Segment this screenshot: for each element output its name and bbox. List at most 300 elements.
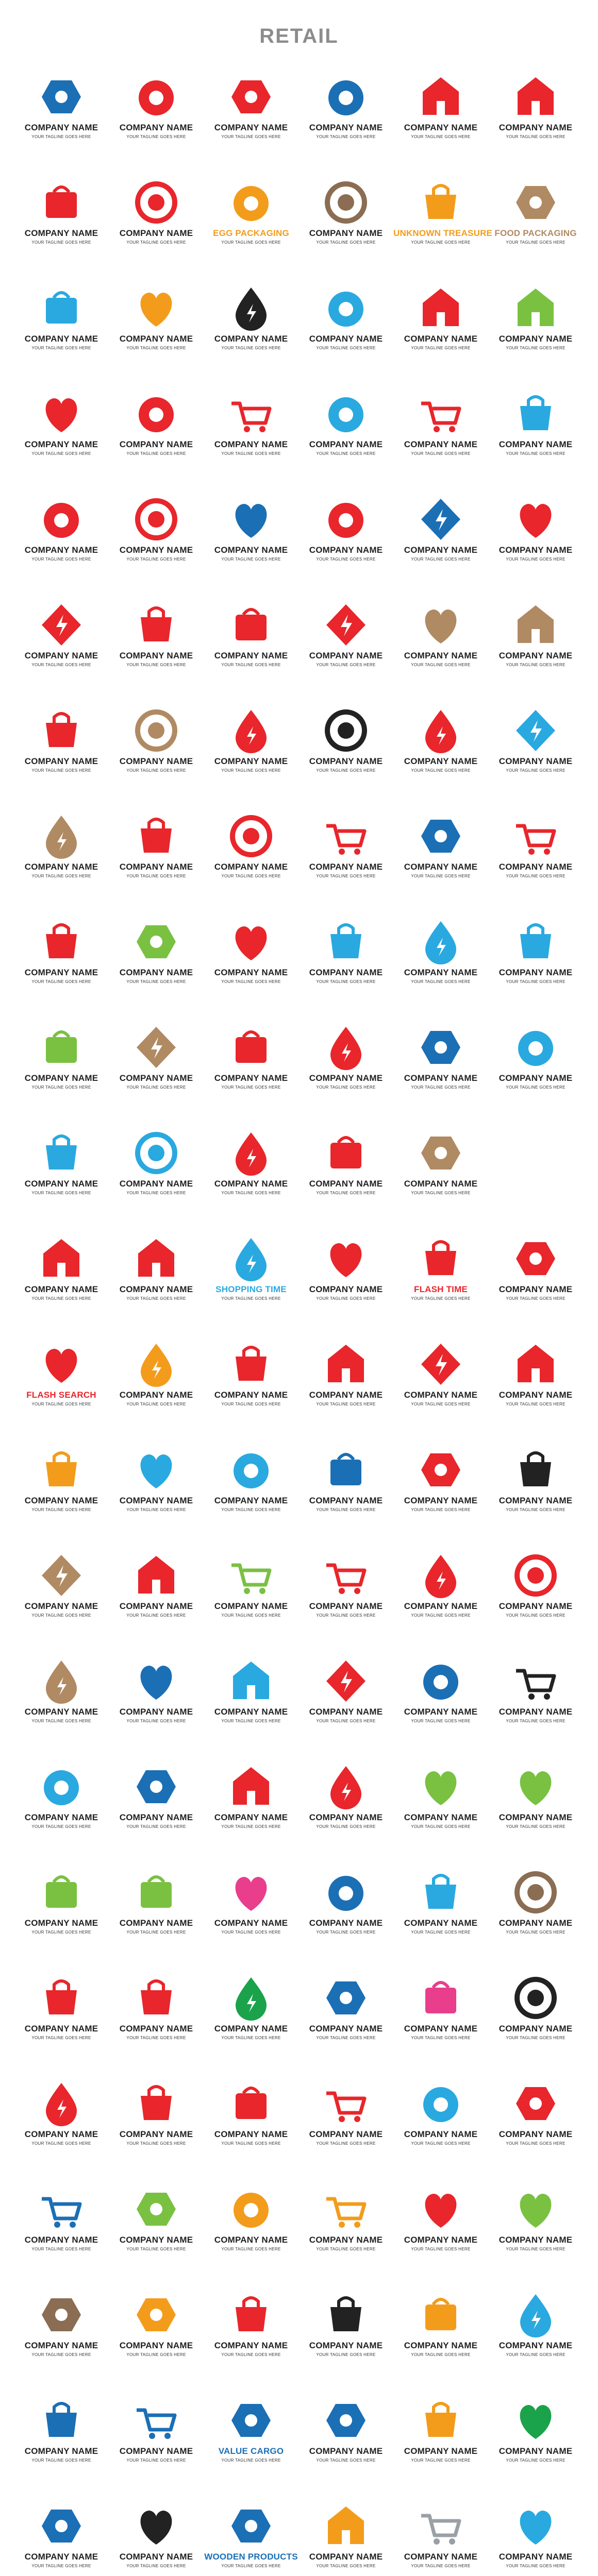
company-name: COMPANY NAME xyxy=(404,1179,478,1189)
company-name: COMPANY NAME xyxy=(499,123,573,132)
tagline: YOUR TAGLINE GOES HERE xyxy=(316,768,376,773)
tagline: YOUR TAGLINE GOES HERE xyxy=(221,2036,281,2040)
tagline: YOUR TAGLINE GOES HERE xyxy=(411,1719,471,1723)
logo-row xyxy=(14,1123,584,1229)
company-name: COMPANY NAME xyxy=(309,2024,383,2033)
tagline: YOUR TAGLINE GOES HERE xyxy=(316,134,376,139)
company-name: COMPANY NAME xyxy=(24,439,98,449)
store-icon xyxy=(225,1972,277,2024)
city-icon xyxy=(320,388,372,439)
citrus-icon xyxy=(510,2183,561,2235)
tagline: YOUR TAGLINE GOES HERE xyxy=(316,1402,376,1406)
tagline: YOUR TAGLINE GOES HERE xyxy=(221,557,281,562)
tagline: YOUR TAGLINE GOES HERE xyxy=(31,979,91,984)
tag-icon xyxy=(36,388,87,439)
logo-card xyxy=(488,1440,583,1546)
logo-card xyxy=(14,2179,109,2285)
tagline: YOUR TAGLINE GOES HERE xyxy=(126,663,186,667)
bag-icon xyxy=(415,388,467,439)
logo-card xyxy=(298,278,393,384)
diamond-brown-icon xyxy=(130,705,182,756)
logo-card xyxy=(204,173,298,278)
basket-icon xyxy=(36,71,87,123)
logo-card xyxy=(204,806,298,912)
arch-red-icon xyxy=(510,2078,561,2129)
logo-card xyxy=(393,2179,488,2285)
logo-card xyxy=(109,2074,204,2179)
tagline: YOUR TAGLINE GOES HERE xyxy=(506,979,566,984)
flower-icon xyxy=(225,2289,277,2341)
logo-card xyxy=(488,1862,583,1968)
company-name: COMPANY NAME xyxy=(119,2552,193,2562)
logo-card xyxy=(14,278,109,384)
company-name: COMPANY NAME xyxy=(309,968,383,977)
logo-card xyxy=(298,1757,393,1862)
company-name: COMPANY NAME xyxy=(499,2341,573,2350)
logo-card xyxy=(109,278,204,384)
logo-card xyxy=(488,1546,583,1651)
green-cart-icon xyxy=(36,1867,87,1918)
logo-card xyxy=(14,2391,109,2496)
tagline: YOUR TAGLINE GOES HERE xyxy=(126,2247,186,2251)
logo-card xyxy=(109,1651,204,1757)
logo-card xyxy=(109,1757,204,1862)
company-name: COMPANY NAME xyxy=(24,2235,98,2245)
cloud-bolt-icon xyxy=(320,599,372,651)
logo-card xyxy=(488,489,583,595)
tag-green-icon xyxy=(130,1867,182,1918)
logo-card xyxy=(204,701,298,806)
company-name: COMPANY NAME xyxy=(214,1918,288,1928)
tagline: YOUR TAGLINE GOES HERE xyxy=(126,1824,186,1829)
company-name: COMPANY NAME xyxy=(214,968,288,977)
chevron-gem-icon xyxy=(36,2395,87,2446)
tagline: YOUR TAGLINE GOES HERE xyxy=(31,2247,91,2251)
company-name: COMPANY NAME xyxy=(499,1496,573,1505)
logo-card xyxy=(488,912,583,1018)
logo-row xyxy=(14,489,584,595)
logo-card xyxy=(109,1018,204,1123)
company-name: COMPANY NAME xyxy=(119,1812,193,1822)
logo-row xyxy=(14,701,584,806)
logo-card xyxy=(14,1968,109,2074)
logo-card xyxy=(393,1334,488,1440)
company-name: COMPANY NAME xyxy=(214,1179,288,1189)
house-dollar-icon xyxy=(130,388,182,439)
choco-icon xyxy=(36,2289,87,2341)
company-name: COMPANY NAME xyxy=(24,968,98,977)
logo-card xyxy=(488,806,583,912)
logo-card xyxy=(393,595,488,701)
price-pink-icon xyxy=(415,1972,467,2024)
logo-card xyxy=(393,1651,488,1757)
tagline: YOUR TAGLINE GOES HERE xyxy=(316,1191,376,1195)
logo-card xyxy=(298,1334,393,1440)
book-blue-icon xyxy=(130,1655,182,1707)
bag-magenta-icon xyxy=(225,1867,277,1918)
logo-card xyxy=(393,1862,488,1968)
tagline: YOUR TAGLINE GOES HERE xyxy=(126,240,186,245)
logo-card xyxy=(298,1968,393,2074)
cart-check-icon xyxy=(36,494,87,545)
dress-icon xyxy=(320,2289,372,2341)
tagline: YOUR TAGLINE GOES HERE xyxy=(126,1719,186,1723)
tagline: YOUR TAGLINE GOES HERE xyxy=(411,240,471,245)
tagline: YOUR TAGLINE GOES HERE xyxy=(506,2458,566,2463)
company-name: COMPANY NAME xyxy=(119,968,193,977)
logo-card xyxy=(488,2074,583,2179)
pin-shield-icon xyxy=(510,916,561,968)
company-name: COMPANY NAME xyxy=(119,2446,193,2456)
ring-orange-icon xyxy=(36,1550,87,1601)
black-home-icon xyxy=(320,705,372,756)
leaf-swirl-icon xyxy=(320,2395,372,2446)
pear-icon xyxy=(130,2183,182,2235)
tagline: YOUR TAGLINE GOES HERE xyxy=(411,2247,471,2251)
tagline: YOUR TAGLINE GOES HERE xyxy=(316,1613,376,1618)
tagline: YOUR TAGLINE GOES HERE xyxy=(31,1824,91,1829)
tagline: YOUR TAGLINE GOES HERE xyxy=(221,979,281,984)
tagline: YOUR TAGLINE GOES HERE xyxy=(31,451,91,456)
target-icon xyxy=(130,1338,182,1390)
letter-m-icon xyxy=(320,1127,372,1179)
logo-card xyxy=(14,1229,109,1334)
logo-card xyxy=(14,2496,109,2576)
logo-card xyxy=(204,1651,298,1757)
company-name: COMPANY NAME xyxy=(119,1601,193,1611)
logo-card xyxy=(109,489,204,595)
logo-card xyxy=(393,1968,488,2074)
logo-card xyxy=(109,1334,204,1440)
tagline: YOUR TAGLINE GOES HERE xyxy=(411,1824,471,1829)
logo-card xyxy=(298,2285,393,2391)
logo-row xyxy=(14,912,584,1018)
logo-card xyxy=(204,278,298,384)
tagline: YOUR TAGLINE GOES HERE xyxy=(221,1191,281,1195)
flag-box-icon xyxy=(225,2395,277,2446)
stack-icon xyxy=(415,810,467,862)
tagline: YOUR TAGLINE GOES HERE xyxy=(506,134,566,139)
logo-card xyxy=(204,2074,298,2179)
crystal-icon xyxy=(320,1444,372,1496)
logo-card xyxy=(488,67,583,173)
tagline: YOUR TAGLINE GOES HERE xyxy=(126,1930,186,1935)
tagline: YOUR TAGLINE GOES HERE xyxy=(221,134,281,139)
tagline: YOUR TAGLINE GOES HERE xyxy=(221,1296,281,1301)
company-name: COMPANY NAME xyxy=(309,1390,383,1400)
company-name: COMPANY NAME xyxy=(309,2129,383,2139)
company-name: COMPANY NAME xyxy=(24,1179,98,1189)
tagline: YOUR TAGLINE GOES HERE xyxy=(126,2458,186,2463)
logo-card xyxy=(393,1123,488,1229)
company-name: COMPANY NAME xyxy=(404,651,478,660)
bag-lines-icon xyxy=(225,1655,277,1707)
tagline: YOUR TAGLINE GOES HERE xyxy=(126,874,186,878)
glow-dot-icon xyxy=(415,1338,467,1390)
logo-card xyxy=(109,384,204,489)
company-name: COMPANY NAME xyxy=(499,334,573,344)
ring-bubble-icon xyxy=(36,810,87,862)
logo-card xyxy=(298,912,393,1018)
circle-hook-icon xyxy=(320,1972,372,2024)
logo-card xyxy=(298,595,393,701)
company-name: COMPANY NAME xyxy=(404,756,478,766)
company-name: COMPANY NAME xyxy=(214,1812,288,1822)
logo-card xyxy=(14,1862,109,1968)
waves-box-icon xyxy=(225,2500,277,2552)
logo-card xyxy=(204,1968,298,2074)
pin-icon xyxy=(320,1022,372,1073)
diamond-blue-icon xyxy=(225,1444,277,1496)
tagline: YOUR TAGLINE GOES HERE xyxy=(31,1613,91,1618)
logo-card xyxy=(393,1229,488,1334)
company-name: COMPANY NAME xyxy=(214,545,288,555)
gear-bag-icon xyxy=(510,1655,561,1707)
company-name: COMPANY NAME xyxy=(119,2341,193,2350)
company-name: COMPANY NAME xyxy=(499,1073,573,1083)
tagline: YOUR TAGLINE GOES HERE xyxy=(126,1507,186,1512)
tagline: YOUR TAGLINE GOES HERE xyxy=(316,663,376,667)
company-name: COMPANY NAME xyxy=(24,2129,98,2139)
company-name: COMPANY NAME xyxy=(404,2446,478,2456)
egg-box-icon xyxy=(225,177,277,228)
company-name: COMPANY NAME xyxy=(24,1601,98,1611)
cube-blue-icon xyxy=(130,1761,182,1812)
tagline: YOUR TAGLINE GOES HERE xyxy=(506,2247,566,2251)
company-name: COMPANY NAME xyxy=(214,1496,288,1505)
tagline: YOUR TAGLINE GOES HERE xyxy=(316,1296,376,1301)
logo-card xyxy=(488,1334,583,1440)
tagline: YOUR TAGLINE GOES HERE xyxy=(316,1930,376,1935)
diamond-blue2-icon xyxy=(415,2078,467,2129)
company-name: COMPANY NAME xyxy=(499,2552,573,2562)
flash-clock-icon xyxy=(415,1233,467,1284)
tagline: YOUR TAGLINE GOES HERE xyxy=(411,663,471,667)
tagline: YOUR TAGLINE GOES HERE xyxy=(506,2564,566,2568)
tagline: YOUR TAGLINE GOES HERE xyxy=(316,2036,376,2040)
speech-bag-icon xyxy=(36,1972,87,2024)
tagline: YOUR TAGLINE GOES HERE xyxy=(316,2247,376,2251)
trophy-icon xyxy=(415,2500,467,2552)
speed-cart-icon xyxy=(36,282,87,334)
dollar-icon xyxy=(225,388,277,439)
company-name: COMPANY NAME xyxy=(404,1390,478,1400)
tagline: YOUR TAGLINE GOES HERE xyxy=(411,2458,471,2463)
logo-row xyxy=(14,384,584,489)
logo-card xyxy=(14,1440,109,1546)
company-name: COMPANY NAME xyxy=(499,2235,573,2245)
company-name: FOOD PACKAGING xyxy=(494,228,577,238)
diamond-dark-icon xyxy=(510,1444,561,1496)
tagline: YOUR TAGLINE GOES HERE xyxy=(31,2036,91,2040)
logo-row xyxy=(14,2179,584,2285)
leaf-drop-icon xyxy=(36,1022,87,1073)
tagline: YOUR TAGLINE GOES HERE xyxy=(506,1613,566,1618)
company-name: COMPANY NAME xyxy=(309,334,383,344)
company-name: COMPANY NAME xyxy=(404,862,478,872)
bag-number-icon xyxy=(415,71,467,123)
tagline: YOUR TAGLINE GOES HERE xyxy=(506,1719,566,1723)
apple-fruit-icon xyxy=(130,177,182,228)
company-name: COMPANY NAME xyxy=(119,123,193,132)
page-title: RETAIL xyxy=(259,25,339,47)
tagline: YOUR TAGLINE GOES HERE xyxy=(126,2036,186,2040)
company-name: COMPANY NAME xyxy=(214,2341,288,2350)
logo-row xyxy=(14,67,584,173)
tower-icon xyxy=(320,71,372,123)
tagline: YOUR TAGLINE GOES HERE xyxy=(316,2564,376,2568)
dollar-bag-icon xyxy=(36,1761,87,1812)
company-name: COMPANY NAME xyxy=(309,439,383,449)
tagline: YOUR TAGLINE GOES HERE xyxy=(221,874,281,878)
rocket-icon xyxy=(320,2078,372,2129)
logo-card xyxy=(109,1440,204,1546)
apple-icon xyxy=(36,177,87,228)
tagline: YOUR TAGLINE GOES HERE xyxy=(316,2141,376,2146)
tagline: YOUR TAGLINE GOES HERE xyxy=(221,2247,281,2251)
logo-card xyxy=(298,1651,393,1757)
hex-house-icon xyxy=(130,2395,182,2446)
company-name: COMPANY NAME xyxy=(309,123,383,132)
logo-card xyxy=(393,489,488,595)
logo-card xyxy=(298,2074,393,2179)
logo-card xyxy=(488,1229,583,1334)
company-name: UNKNOWN TREASURE xyxy=(393,228,493,238)
layers-icon xyxy=(510,2395,561,2446)
dot-red-icon xyxy=(415,1550,467,1601)
gem-play-icon xyxy=(510,2500,561,2552)
tagline: YOUR TAGLINE GOES HERE xyxy=(126,1296,186,1301)
company-name: COMPANY NAME xyxy=(309,228,383,238)
star-bag-icon xyxy=(36,1444,87,1496)
logo-card xyxy=(109,701,204,806)
swirl-icon xyxy=(225,2183,277,2235)
logo-row xyxy=(14,1862,584,1968)
tagline: YOUR TAGLINE GOES HERE xyxy=(506,1507,566,1512)
target-apple-icon xyxy=(320,1338,372,1390)
company-name: COMPANY NAME xyxy=(309,2446,383,2456)
logo-row xyxy=(14,595,584,701)
company-name: COMPANY NAME xyxy=(499,862,573,872)
company-name: COMPANY NAME xyxy=(404,334,478,344)
logo-card xyxy=(204,489,298,595)
shield-bag-icon xyxy=(130,1444,182,1496)
company-name: COMPANY NAME xyxy=(119,334,193,344)
company-name: COMPANY NAME xyxy=(24,756,98,766)
company-name: COMPANY NAME xyxy=(119,2129,193,2139)
fast-cart-icon xyxy=(130,71,182,123)
van-icon xyxy=(36,916,87,968)
glow-bolt-icon xyxy=(510,1550,561,1601)
company-name: COMPANY NAME xyxy=(499,2024,573,2033)
logo-card xyxy=(298,67,393,173)
tagline: YOUR TAGLINE GOES HERE xyxy=(411,1191,471,1195)
tagline: YOUR TAGLINE GOES HERE xyxy=(506,2352,566,2357)
company-name: COMPANY NAME xyxy=(214,862,288,872)
target-bolt-icon xyxy=(225,1338,277,1390)
bag-round-icon xyxy=(130,810,182,862)
company-name: COMPANY NAME xyxy=(119,756,193,766)
company-name: COMPANY NAME xyxy=(214,1390,288,1400)
star-icon xyxy=(320,2500,372,2552)
tagline: YOUR TAGLINE GOES HERE xyxy=(221,1824,281,1829)
tagline: YOUR TAGLINE GOES HERE xyxy=(31,2352,91,2357)
cart-outline-icon xyxy=(510,1972,561,2024)
logo-card xyxy=(298,2179,393,2285)
bag-blue-icon xyxy=(415,916,467,968)
green-leaf-icon xyxy=(510,282,561,334)
logo-row xyxy=(14,2496,584,2576)
logo-card xyxy=(204,2496,298,2576)
logo-card xyxy=(393,278,488,384)
tagline: YOUR TAGLINE GOES HERE xyxy=(411,346,471,350)
logo-card xyxy=(393,1757,488,1862)
company-name: COMPANY NAME xyxy=(309,2552,383,2562)
cloud-home-icon xyxy=(130,599,182,651)
logo-card xyxy=(204,1862,298,1968)
book-red-icon xyxy=(225,1127,277,1179)
tagline: YOUR TAGLINE GOES HERE xyxy=(221,1930,281,1935)
flame-bag-icon xyxy=(225,2078,277,2129)
company-name: COMPANY NAME xyxy=(214,1073,288,1083)
tagline: YOUR TAGLINE GOES HERE xyxy=(506,1930,566,1935)
tagline: YOUR TAGLINE GOES HERE xyxy=(31,1930,91,1935)
chair-icon xyxy=(510,1867,561,1918)
logo-card xyxy=(298,1546,393,1651)
company-name: COMPANY NAME xyxy=(214,2129,288,2139)
tagline: YOUR TAGLINE GOES HERE xyxy=(31,134,91,139)
logo-card xyxy=(393,1018,488,1123)
hex-ring-icon xyxy=(510,599,561,651)
tagline: YOUR TAGLINE GOES HERE xyxy=(31,1085,91,1090)
tagline: YOUR TAGLINE GOES HERE xyxy=(316,2352,376,2357)
home-small-icon xyxy=(415,705,467,756)
tagline: YOUR TAGLINE GOES HERE xyxy=(126,2352,186,2357)
magnifier-icon xyxy=(36,1338,87,1390)
company-name: COMPANY NAME xyxy=(214,1601,288,1611)
bubble-bolt-icon xyxy=(320,810,372,862)
company-name: COMPANY NAME xyxy=(404,123,478,132)
company-name: COMPANY NAME xyxy=(499,1918,573,1928)
company-name: COMPANY NAME xyxy=(499,756,573,766)
tagline: YOUR TAGLINE GOES HERE xyxy=(221,663,281,667)
company-name: COMPANY NAME xyxy=(24,1073,98,1083)
company-name: COMPANY NAME xyxy=(499,545,573,555)
company-name: COMPANY NAME xyxy=(499,1284,573,1294)
logo-card xyxy=(393,912,488,1018)
company-name: COMPANY NAME xyxy=(404,2552,478,2562)
open-box-icon xyxy=(36,2183,87,2235)
logo-card xyxy=(393,701,488,806)
logo-card xyxy=(109,1546,204,1651)
company-name: COMPANY NAME xyxy=(214,651,288,660)
company-name: COMPANY NAME xyxy=(309,756,383,766)
bag-dollar-icon xyxy=(320,494,372,545)
logo-card xyxy=(14,1018,109,1123)
logo-card xyxy=(109,2179,204,2285)
cart-blue-icon xyxy=(320,916,372,968)
tagline: YOUR TAGLINE GOES HERE xyxy=(221,768,281,773)
company-name: COMPANY NAME xyxy=(309,862,383,872)
logo-card xyxy=(298,806,393,912)
target-orange-icon xyxy=(320,1550,372,1601)
logo-card xyxy=(14,701,109,806)
dollar-tags-icon xyxy=(225,71,277,123)
ring-bag-icon xyxy=(36,1127,87,1179)
tagline: YOUR TAGLINE GOES HERE xyxy=(126,2141,186,2146)
tagline: YOUR TAGLINE GOES HERE xyxy=(316,1085,376,1090)
tagline: YOUR TAGLINE GOES HERE xyxy=(221,240,281,245)
